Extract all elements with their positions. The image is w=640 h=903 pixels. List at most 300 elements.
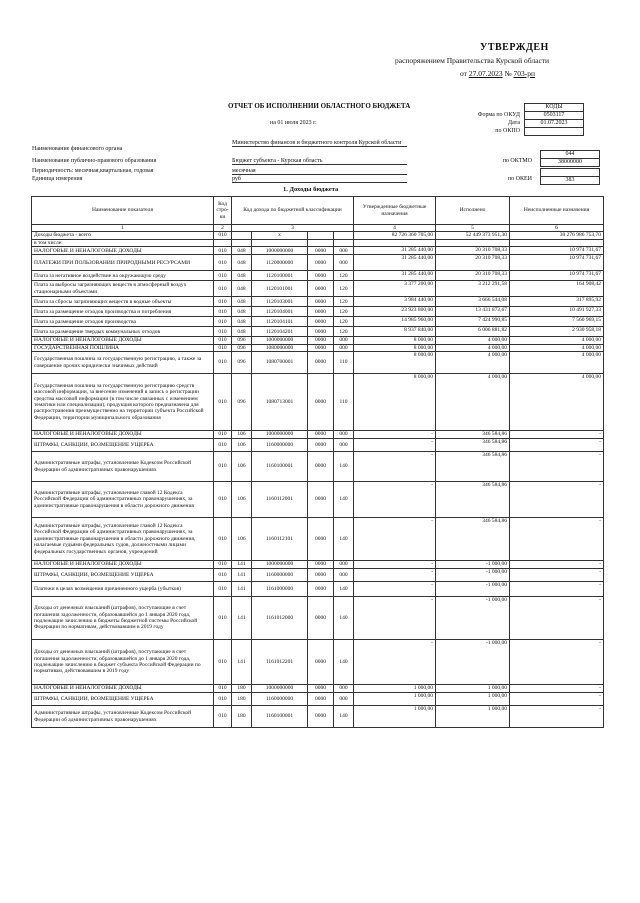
- row-name: Государственная пошлина за государственную регистрацию, а также за совершение прочих юридически значимых действий: [32, 352, 214, 374]
- row-admin-code: [232, 239, 252, 246]
- row-executed: 7 424 990,85: [436, 317, 510, 327]
- row-approved: -: [354, 597, 436, 640]
- row-line-code: 010: [214, 337, 232, 344]
- row-program-code: 0000: [308, 582, 334, 597]
- row-executed: 3 212 291,58: [436, 281, 510, 297]
- row-kosgu-code: 000: [334, 569, 354, 582]
- row-unexecuted: -: [510, 693, 604, 706]
- row-kosgu-code: 120: [334, 297, 354, 307]
- row-line-code: 010: [214, 327, 232, 337]
- code-label: Дата: [508, 120, 520, 126]
- row-program-code: 0000: [308, 352, 334, 374]
- row-line-code: 010: [214, 640, 232, 685]
- meta-key: по ОКТМО: [502, 158, 532, 164]
- row-unexecuted: -: [510, 582, 604, 597]
- row-class-code: 1160100001: [252, 706, 308, 728]
- row-admin-code: 048: [232, 247, 252, 255]
- row-name: Административные штрафы, установленные Кодексом Российской Федерации об административных правонарушениях: [32, 706, 214, 728]
- row-unexecuted: 10 974 731,67: [510, 247, 604, 255]
- row-executed: 4 000,00: [436, 352, 510, 374]
- row-unexecuted: -: [510, 685, 604, 693]
- row-class-code: 1120104201: [252, 327, 308, 337]
- meta-row: [32, 168, 602, 176]
- report-meta: [32, 140, 602, 184]
- row-admin-code: 048: [232, 317, 252, 327]
- row-program-code: 0000: [308, 374, 334, 431]
- table-row: [32, 439, 604, 452]
- row-class-code: 1160100001: [252, 452, 308, 482]
- table-row: [32, 582, 604, 597]
- row-admin-code: [232, 232, 252, 239]
- row-unexecuted: -: [510, 706, 604, 728]
- row-executed: 346 584,86: [436, 439, 510, 452]
- row-approved: -: [354, 518, 436, 561]
- row-unexecuted: 4 000,00: [510, 374, 604, 431]
- row-approved: -: [354, 439, 436, 452]
- row-admin-code: 048: [232, 281, 252, 297]
- row-class-code: 1160112101: [252, 518, 308, 561]
- row-program-code: 0000: [308, 452, 334, 482]
- row-kosgu-code: 000: [334, 439, 354, 452]
- row-kosgu-code: 000: [334, 693, 354, 706]
- meta-row: [32, 140, 602, 158]
- row-unexecuted: -: [510, 431, 604, 439]
- table-row: [32, 352, 604, 374]
- row-kosgu-code: 110: [334, 374, 354, 431]
- row-admin-code: 180: [232, 685, 252, 693]
- row-kosgu-code: 110: [334, 352, 354, 374]
- row-line-code: 010: [214, 482, 232, 518]
- table-row: [32, 297, 604, 307]
- code-label: Форма по ОКУД: [477, 112, 520, 118]
- col-approved-header: Утвержденные бюджетные назначения: [354, 197, 436, 225]
- row-unexecuted: -: [510, 439, 604, 452]
- meta-value: Министерство финансов и бюджетного контроля Курской области: [232, 140, 407, 147]
- code-row: [420, 127, 600, 135]
- table-row: [32, 482, 604, 518]
- row-kosgu-code: 000: [334, 247, 354, 255]
- report-title: ОТЧЕТ ОБ ИСПОЛНЕНИИ ОБЛАСТНОГО БЮДЖЕТА: [228, 102, 411, 110]
- row-line-code: 010: [214, 452, 232, 482]
- row-class-code: 1000000000: [252, 561, 308, 569]
- row-executed: 346 584,86: [436, 482, 510, 518]
- meta-value: руб: [232, 176, 407, 183]
- row-class-code: 1000000000: [252, 337, 308, 344]
- row-approved: 31 285 440,00: [354, 271, 436, 281]
- row-name: НАЛОГОВЫЕ И НЕНАЛОГОВЫЕ ДОХОДЫ: [32, 561, 214, 569]
- row-name: Доходы бюджета - всего: [32, 232, 214, 239]
- row-unexecuted: 7 560 969,15: [510, 317, 604, 327]
- approval-number-sign: №: [504, 69, 512, 78]
- row-class-code: 1120000000: [252, 255, 308, 271]
- row-class-code: 1080713001: [252, 374, 308, 431]
- row-class-code: 1080000000: [252, 344, 308, 351]
- row-admin-code: 141: [232, 582, 252, 597]
- col-name-header: Наименование показателя: [32, 197, 214, 225]
- row-unexecuted: 4 000,00: [510, 344, 604, 351]
- table-row: [32, 307, 604, 317]
- row-unexecuted: -: [510, 597, 604, 640]
- row-line-code: 010: [214, 317, 232, 327]
- row-kosgu-code: 000: [334, 561, 354, 569]
- row-executed: 20 310 708,33: [436, 247, 510, 255]
- table-row: [32, 640, 604, 685]
- row-kosgu-code: 140: [334, 706, 354, 728]
- row-program-code: 0000: [308, 685, 334, 693]
- row-name: Плата за размещение твердых коммунальных отходов: [32, 327, 214, 337]
- row-name: НАЛОГОВЫЕ И НЕНАЛОГОВЫЕ ДОХОДЫ: [32, 431, 214, 439]
- code-value: КОДЫ: [524, 103, 584, 111]
- row-executed: 346 584,86: [436, 518, 510, 561]
- row-executed: [436, 239, 510, 246]
- row-line-code: 010: [214, 271, 232, 281]
- row-kosgu-code: [334, 239, 354, 246]
- row-executed: 6 006 881,82: [436, 327, 510, 337]
- table-row: [32, 685, 604, 693]
- row-name: Плата за размещение отходов производства: [32, 317, 214, 327]
- row-executed: 346 584,86: [436, 452, 510, 482]
- col-executed-header: Исполнено: [436, 197, 510, 225]
- approval-date: 27.07.2023: [468, 69, 503, 78]
- col-unexecuted-header: Неисполненные назначения: [510, 197, 604, 225]
- meta-code: 38000000: [540, 158, 600, 167]
- table-row: [32, 271, 604, 281]
- table-row: [32, 239, 604, 246]
- row-kosgu-code: [334, 232, 354, 239]
- row-line-code: 010: [214, 431, 232, 439]
- row-kosgu-code: 000: [334, 344, 354, 351]
- meta-label: Периодичность: месячная,квартальная, годовая: [32, 168, 154, 174]
- row-executed: 52 449 373 951,30: [436, 232, 510, 239]
- row-executed: -1 000,00: [436, 569, 510, 582]
- row-admin-code: 048: [232, 255, 252, 271]
- row-approved: -: [354, 569, 436, 582]
- row-approved: 3 377 200,00: [354, 281, 436, 297]
- row-program-code: 0000: [308, 337, 334, 344]
- row-unexecuted: 2 930 958,18: [510, 327, 604, 337]
- row-kosgu-code: 120: [334, 327, 354, 337]
- row-name: Плата за размещение отходов производства и потребления: [32, 307, 214, 317]
- row-unexecuted: -: [510, 482, 604, 518]
- row-line-code: [214, 239, 232, 246]
- row-program-code: 0000: [308, 307, 334, 317]
- row-name: Плата за сбросы загрязняющих веществ в водные объекты: [32, 297, 214, 307]
- row-executed: 1 000,00: [436, 693, 510, 706]
- row-line-code: 010: [214, 255, 232, 271]
- row-class-code: 1000000000: [252, 431, 308, 439]
- row-approved: 31 285 440,00: [354, 247, 436, 255]
- row-program-code: 0000: [308, 317, 334, 327]
- approval-title: УТВЕРЖДЕН: [480, 42, 549, 53]
- row-kosgu-code: 000: [334, 431, 354, 439]
- row-program-code: 0000: [308, 327, 334, 337]
- row-program-code: 0000: [308, 281, 334, 297]
- row-name: Доходы от денежных взысканий (штрафов), поступающие в счет погашения задолженности, образовавшейся до 1 января 2020 года, подлежащие зачислению в бюджет субъекта Российской Федерации по нормативам, действовавшим в 2019 году: [32, 640, 214, 685]
- row-program-code: 0000: [308, 439, 334, 452]
- row-admin-code: 096: [232, 344, 252, 351]
- row-program-code: [308, 232, 334, 239]
- code-label: по ОКПО: [495, 128, 520, 134]
- row-unexecuted: 10 491 927,33: [510, 307, 604, 317]
- row-admin-code: 048: [232, 307, 252, 317]
- row-approved: -: [354, 640, 436, 685]
- row-admin-code: 096: [232, 374, 252, 431]
- row-approved: [354, 239, 436, 246]
- row-admin-code: 106: [232, 431, 252, 439]
- row-kosgu-code: 140: [334, 597, 354, 640]
- table-row: [32, 337, 604, 344]
- row-line-code: 010: [214, 281, 232, 297]
- row-kosgu-code: 000: [334, 685, 354, 693]
- col-number: 5: [436, 225, 510, 232]
- row-kosgu-code: 140: [334, 482, 354, 518]
- row-executed: -1 000,00: [436, 561, 510, 569]
- row-name: Доходы от денежных взысканий (штрафов), поступающие в счет погашения задолженности, образовавшейся до 1 января 2020 года, подлежащие зачислению в бюджеты бюджетной системы Российской Федерации по нормативам, действовавшим в 2019 году: [32, 597, 214, 640]
- row-admin-code: 141: [232, 569, 252, 582]
- row-unexecuted: -: [510, 518, 604, 561]
- table-row: [32, 344, 604, 351]
- row-line-code: 010: [214, 247, 232, 255]
- row-line-code: 010: [214, 439, 232, 452]
- col-class-header: Код дохода по бюджетной классификации: [232, 197, 354, 225]
- code-value: 0503117: [524, 111, 584, 119]
- row-class-code: 1080700001: [252, 352, 308, 374]
- row-line-code: 010: [214, 352, 232, 374]
- row-name: Плата за негативное воздействие на окружающую среду: [32, 271, 214, 281]
- row-approved: 14 985 960,00: [354, 317, 436, 327]
- table-row: [32, 569, 604, 582]
- row-unexecuted: 164 908,42: [510, 281, 604, 297]
- row-approved: -: [354, 482, 436, 518]
- table-row: [32, 247, 604, 255]
- table-row: [32, 374, 604, 431]
- approval-line: распоряжением Правительства Курской области: [395, 56, 550, 65]
- row-admin-code: 096: [232, 352, 252, 374]
- row-name: ГОСУДАРСТВЕННАЯ ПОШЛИНА: [32, 344, 214, 351]
- row-program-code: 0000: [308, 561, 334, 569]
- row-line-code: 010: [214, 685, 232, 693]
- row-kosgu-code: 120: [334, 317, 354, 327]
- row-line-code: 010: [214, 706, 232, 728]
- table-row: [32, 232, 604, 239]
- row-class-code: 1120104101: [252, 317, 308, 327]
- col-number: 3: [232, 225, 354, 232]
- table-row: [32, 693, 604, 706]
- row-name: ШТРАФЫ, САНКЦИИ, ВОЗМЕЩЕНИЕ УЩЕРБА: [32, 693, 214, 706]
- row-admin-code: 106: [232, 439, 252, 452]
- row-line-code: 010: [214, 518, 232, 561]
- row-kosgu-code: 140: [334, 452, 354, 482]
- row-name: ШТРАФЫ, САНКЦИИ, ВОЗМЕЩЕНИЕ УЩЕРБА: [32, 569, 214, 582]
- row-admin-code: 106: [232, 452, 252, 482]
- row-name: в том числе:: [32, 239, 214, 246]
- row-unexecuted: 10 974 731,67: [510, 271, 604, 281]
- row-admin-code: 106: [232, 518, 252, 561]
- row-approved: 1 000,00: [354, 693, 436, 706]
- row-unexecuted: -: [510, 640, 604, 685]
- meta-value: Бюджет субъекта - Курская область: [232, 158, 407, 165]
- row-name: ПЛАТЕЖИ ПРИ ПОЛЬЗОВАНИИ ПРИРОДНЫМИ РЕСУРСАМИ: [32, 255, 214, 271]
- code-value: 01.07.2023: [524, 119, 584, 127]
- meta-row: [32, 158, 602, 168]
- row-unexecuted: [510, 239, 604, 246]
- row-class-code: 1120101001: [252, 281, 308, 297]
- row-line-code: 010: [214, 582, 232, 597]
- row-line-code: 010: [214, 597, 232, 640]
- row-executed: 346 584,86: [436, 431, 510, 439]
- row-admin-code: 106: [232, 482, 252, 518]
- row-unexecuted: 10 974 731,67: [510, 255, 604, 271]
- row-line-code: 010: [214, 561, 232, 569]
- meta-value: месячная: [232, 168, 407, 175]
- row-approved: 8 000,00: [354, 337, 436, 344]
- row-line-code: 010: [214, 232, 232, 239]
- row-unexecuted: 30 276 986 753,70: [510, 232, 604, 239]
- row-name: Административные штрафы, установленные Кодексом Российской Федерации об административных правонарушениях: [32, 452, 214, 482]
- table-row: [32, 706, 604, 728]
- approval-date-line: [460, 69, 535, 78]
- row-class-code: 1160000000: [252, 569, 308, 582]
- row-admin-code: 141: [232, 561, 252, 569]
- row-class-code: 1120100001: [252, 271, 308, 281]
- row-admin-code: 141: [232, 597, 252, 640]
- row-admin-code: 048: [232, 327, 252, 337]
- row-program-code: 0000: [308, 431, 334, 439]
- row-name: Государственная пошлина за государственную регистрацию средств массовой информации, за внесение изменений в запись о регистрации средства массовой информации (в том числе связанных с изменением тематики или специализации), продукция которого предназначена для распространения преимущественно на территории субъекта Российской Федерации, территории муниципального образования: [32, 374, 214, 431]
- row-name: НАЛОГОВЫЕ И НЕНАЛОГОВЫЕ ДОХОДЫ: [32, 685, 214, 693]
- row-program-code: 0000: [308, 597, 334, 640]
- meta-row: [32, 176, 602, 184]
- row-program-code: 0000: [308, 569, 334, 582]
- table-row: [32, 281, 604, 297]
- row-line-code: 010: [214, 297, 232, 307]
- row-program-code: 0000: [308, 344, 334, 351]
- row-unexecuted: -: [510, 561, 604, 569]
- table-row: [32, 452, 604, 482]
- row-name: НАЛОГОВЫЕ И НЕНАЛОГОВЫЕ ДОХОДЫ: [32, 247, 214, 255]
- row-line-code: 010: [214, 344, 232, 351]
- row-class-code: 1160112001: [252, 482, 308, 518]
- row-approved: 8 937 840,00: [354, 327, 436, 337]
- row-class-code: 1120103001: [252, 297, 308, 307]
- row-name: НАЛОГОВЫЕ И НЕНАЛОГОВЫЕ ДОХОДЫ: [32, 337, 214, 344]
- row-name: Административные штрафы, установленные главой 12 Кодекса Российской Федерации об административных правонарушениях, за административные правонарушения в области дорожного движения, налагаемые судьями федеральных судов, должностными лицами федеральных государственных органов, учреждений: [32, 518, 214, 561]
- row-approved: 1 000,00: [354, 706, 436, 728]
- row-kosgu-code: 120: [334, 281, 354, 297]
- row-kosgu-code: 140: [334, 640, 354, 685]
- row-approved: 31 285 440,00: [354, 255, 436, 271]
- table-row: [32, 431, 604, 439]
- row-executed: 4 000,00: [436, 374, 510, 431]
- row-approved: -: [354, 561, 436, 569]
- row-name: ШТРАФЫ, САНКЦИИ, ВОЗМЕЩЕНИЕ УЩЕРБА: [32, 439, 214, 452]
- row-approved: 8 000,00: [354, 344, 436, 351]
- meta-label: Единица измерения: [32, 176, 83, 182]
- row-program-code: 0000: [308, 247, 334, 255]
- meta-label: Наименование публично-правового образования: [32, 158, 157, 164]
- codes-block: [420, 103, 600, 135]
- table-row: [32, 317, 604, 327]
- col-line-header: Код стро-ки: [214, 197, 232, 225]
- row-program-code: 0000: [308, 706, 334, 728]
- col-number: 2: [214, 225, 232, 232]
- table-row: [32, 597, 604, 640]
- row-admin-code: 180: [232, 706, 252, 728]
- table-row: [32, 255, 604, 271]
- row-name: Административные штрафы, установленные главой 12 Кодекса Российской Федерации об административных правонарушениях, за административные правонарушения в области дорожного движения: [32, 482, 214, 518]
- row-approved: -: [354, 431, 436, 439]
- row-unexecuted: 317 895,92: [510, 297, 604, 307]
- meta-code: 044: [540, 150, 600, 159]
- row-kosgu-code: 000: [334, 337, 354, 344]
- row-line-code: 010: [214, 374, 232, 431]
- row-kosgu-code: 140: [334, 582, 354, 597]
- row-line-code: 010: [214, 307, 232, 317]
- row-unexecuted: -: [510, 452, 604, 482]
- table-row: [32, 327, 604, 337]
- row-admin-code: 048: [232, 271, 252, 281]
- row-class-code: 1000000000: [252, 247, 308, 255]
- row-approved: -: [354, 582, 436, 597]
- row-unexecuted: -: [510, 569, 604, 582]
- row-program-code: 0000: [308, 518, 334, 561]
- row-class-code: [252, 239, 308, 246]
- row-executed: 3 666 544,08: [436, 297, 510, 307]
- row-executed: 1 000,00: [436, 706, 510, 728]
- row-class-code: x: [252, 232, 308, 239]
- row-approved: 8 000,00: [354, 374, 436, 431]
- row-unexecuted: 4 000,00: [510, 337, 604, 344]
- row-admin-code: 180: [232, 693, 252, 706]
- row-class-code: 1160000000: [252, 439, 308, 452]
- approval-prefix: от: [460, 69, 467, 78]
- code-row: [420, 103, 600, 111]
- row-admin-code: 096: [232, 337, 252, 344]
- row-approved: 3 984 440,00: [354, 297, 436, 307]
- row-unexecuted: 4 000,00: [510, 352, 604, 374]
- row-class-code: 1161012201: [252, 640, 308, 685]
- row-line-code: 010: [214, 569, 232, 582]
- table-row: [32, 518, 604, 561]
- col-number: 6: [510, 225, 604, 232]
- row-program-code: 0000: [308, 271, 334, 281]
- meta-code: 383: [540, 176, 600, 185]
- row-admin-code: 141: [232, 640, 252, 685]
- row-program-code: [308, 239, 334, 246]
- row-executed: 4 000,00: [436, 344, 510, 351]
- row-class-code: 1161000000: [252, 582, 308, 597]
- meta-key: по ОКЕИ: [507, 176, 532, 182]
- code-row: [420, 111, 600, 119]
- col-number: 4: [354, 225, 436, 232]
- row-approved: 23 923 800,00: [354, 307, 436, 317]
- row-class-code: 1160000000: [252, 693, 308, 706]
- row-class-code: 1120104001: [252, 307, 308, 317]
- row-admin-code: 048: [232, 297, 252, 307]
- row-executed: -1 000,00: [436, 640, 510, 685]
- row-approved: 8 000,00: [354, 352, 436, 374]
- row-name: Плата за выбросы загрязняющих веществ в атмосферный воздух стационарными объектами: [32, 281, 214, 297]
- row-line-code: 010: [214, 693, 232, 706]
- row-name: Платежи в целях возмещения причиненного ущерба (убытков): [32, 582, 214, 597]
- row-kosgu-code: 120: [334, 307, 354, 317]
- row-program-code: 0000: [308, 482, 334, 518]
- row-executed: 20 310 708,33: [436, 255, 510, 271]
- income-table: [31, 196, 604, 728]
- row-program-code: 0000: [308, 297, 334, 307]
- row-class-code: 1000000000: [252, 685, 308, 693]
- row-executed: 4 000,00: [436, 337, 510, 344]
